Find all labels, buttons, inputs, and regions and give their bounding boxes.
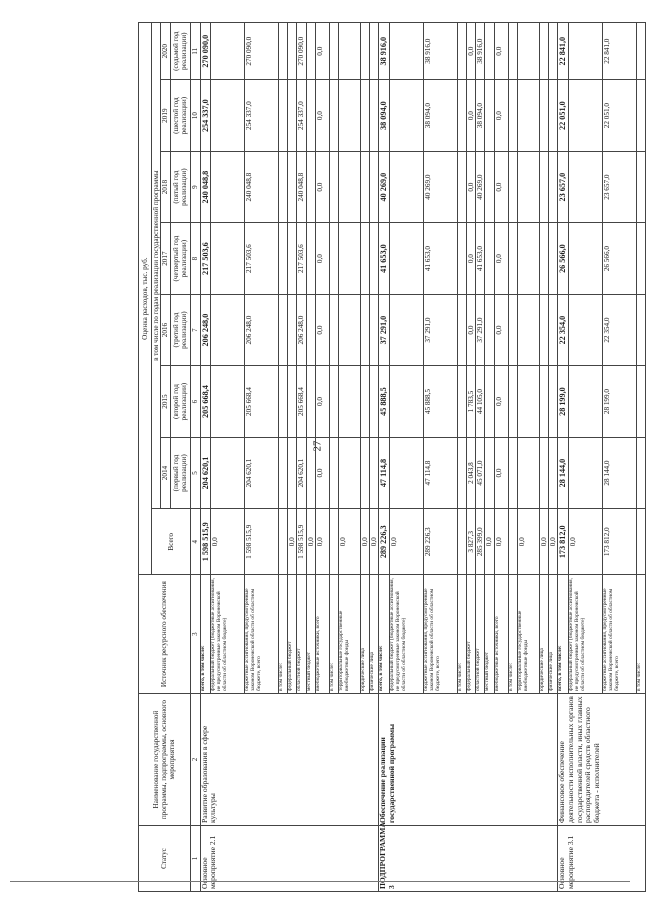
value-cell: 285 399,0 <box>476 509 485 575</box>
header-estimate: Оценка расходов, тыс. руб. <box>139 23 152 575</box>
value-cell <box>338 223 360 294</box>
value-cell: 22 841,0 <box>602 23 636 80</box>
header-status: Статус <box>139 826 191 892</box>
value-cell: 40 269,0 <box>423 151 457 222</box>
funding-source-cell: юридические лица <box>360 575 369 694</box>
value-cell <box>485 151 494 222</box>
value-cell <box>548 437 557 508</box>
value-cell <box>210 294 244 365</box>
value-cell <box>287 151 296 222</box>
header-year-note: (третий год реализации) <box>170 294 190 365</box>
value-cell <box>539 80 548 151</box>
value-cell <box>306 366 315 437</box>
value-cell <box>568 366 602 437</box>
scan-edge-line <box>10 881 630 882</box>
value-cell: 0,0 <box>494 437 508 508</box>
value-cell <box>287 80 296 151</box>
value-cell <box>338 366 360 437</box>
value-cell <box>360 80 369 151</box>
funding-source-cell: бюджетные ассигнования, предусмотренные законом Воронежской области об областном бюджете, всего <box>423 575 457 694</box>
value-cell: 240 048,8 <box>200 151 210 222</box>
value-cell: 22 354,0 <box>602 294 636 365</box>
value-cell <box>389 223 423 294</box>
value-cell <box>457 509 466 575</box>
value-cell: 0,0 <box>370 509 379 575</box>
value-cell <box>539 294 548 365</box>
value-cell <box>548 80 557 151</box>
value-cell <box>287 23 296 80</box>
value-cell: 22 354,0 <box>558 294 568 365</box>
value-cell: 0,0 <box>338 509 360 575</box>
value-cell <box>370 223 379 294</box>
value-cell <box>370 437 379 508</box>
value-cell <box>517 437 539 508</box>
value-cell: 205 668,4 <box>297 366 306 437</box>
header-name: Наименование государственной программы, подпрограммы, основного мероприятия <box>139 694 191 826</box>
header-source: Источник ресурсного обеспечения <box>139 575 191 694</box>
column-number: 7 <box>190 294 200 365</box>
value-cell <box>548 294 557 365</box>
value-cell: 1 598 515,9 <box>297 509 306 575</box>
value-cell: 28 199,0 <box>558 366 568 437</box>
value-cell: 26 566,0 <box>602 223 636 294</box>
value-cell <box>485 437 494 508</box>
header-total: Всего <box>152 509 191 575</box>
funding-source-cell: в том числе: <box>329 575 338 694</box>
value-cell <box>287 366 296 437</box>
header-year: 2017 <box>161 223 170 294</box>
value-cell: 0,0 <box>494 509 508 575</box>
funding-source-cell: федеральный бюджет <box>466 575 475 694</box>
value-cell: 0,0 <box>494 23 508 80</box>
value-cell: 22 051,0 <box>602 80 636 151</box>
value-cell: 23 657,0 <box>558 151 568 222</box>
value-cell: 206 248,0 <box>200 294 210 365</box>
value-cell <box>306 294 315 365</box>
column-number: 10 <box>190 80 200 151</box>
header-year: 2020 <box>161 23 170 80</box>
value-cell: 38 916,0 <box>423 23 457 80</box>
value-cell <box>306 151 315 222</box>
value-cell: 1 783,5 <box>466 366 475 437</box>
value-cell <box>568 151 602 222</box>
value-cell <box>287 223 296 294</box>
value-cell: 173 812,0 <box>558 509 568 575</box>
value-cell: 45 071,0 <box>476 437 485 508</box>
status-cell: Основное мероприятие 3.1 <box>558 826 645 892</box>
value-cell <box>360 294 369 365</box>
funding-source-cell: федеральный бюджет (бюджетные ассигнования, не предусмотренные законом Воронежской области об областном бюджете) <box>210 575 244 694</box>
funding-source-cell: бюджетные ассигнования, предусмотренные законом Воронежской области об областном бюджете, всего <box>602 575 636 694</box>
value-cell <box>568 80 602 151</box>
value-cell <box>338 151 360 222</box>
value-cell <box>389 23 423 80</box>
value-cell <box>338 294 360 365</box>
value-cell <box>278 509 287 575</box>
value-cell <box>548 366 557 437</box>
value-cell <box>370 366 379 437</box>
value-cell: 0,0 <box>389 509 423 575</box>
value-cell <box>389 437 423 508</box>
value-cell: 1 598 515,9 <box>200 509 210 575</box>
page-number: 27 <box>311 440 324 452</box>
header-year: 2019 <box>161 80 170 151</box>
value-cell <box>539 223 548 294</box>
value-cell: 289 226,3 <box>379 509 389 575</box>
funding-source-cell: в том числе: <box>278 575 287 694</box>
value-cell <box>329 366 338 437</box>
value-cell: 0,0 <box>287 509 296 575</box>
value-cell <box>329 223 338 294</box>
value-cell: 3 827,3 <box>466 509 475 575</box>
value-cell <box>278 366 287 437</box>
value-cell <box>287 294 296 365</box>
value-cell: 0,0 <box>494 294 508 365</box>
value-cell: 37 291,0 <box>423 294 457 365</box>
funding-source-cell: внебюджетные источники, всего <box>494 575 508 694</box>
value-cell: 47 114,8 <box>379 437 389 508</box>
value-cell <box>278 294 287 365</box>
value-cell <box>306 23 315 80</box>
header-year-note: (шестой год реализации) <box>170 80 190 151</box>
value-cell: 204 620,1 <box>297 437 306 508</box>
value-cell <box>210 366 244 437</box>
value-cell <box>517 294 539 365</box>
funding-source-cell: юридические лица <box>539 575 548 694</box>
value-cell: 38 094,0 <box>379 80 389 151</box>
value-cell: 45 888,5 <box>423 366 457 437</box>
value-cell: 217 503,6 <box>297 223 306 294</box>
value-cell <box>539 23 548 80</box>
value-cell: 2 043,8 <box>466 437 475 508</box>
value-cell: 38 916,0 <box>379 23 389 80</box>
header-year: 2016 <box>161 294 170 365</box>
value-cell <box>329 437 338 508</box>
value-cell <box>457 294 466 365</box>
value-cell: 0,0 <box>315 80 329 151</box>
value-cell: 41 653,0 <box>476 223 485 294</box>
value-cell <box>329 509 338 575</box>
value-cell: 0,0 <box>466 151 475 222</box>
value-cell <box>457 366 466 437</box>
value-cell: 38 094,0 <box>423 80 457 151</box>
value-cell <box>389 151 423 222</box>
value-cell: 240 048,8 <box>297 151 306 222</box>
value-cell <box>539 437 548 508</box>
value-cell <box>517 223 539 294</box>
value-cell: 289 226,3 <box>423 509 457 575</box>
program-name-cell: Финансовое обеспечение деятельности исполнительных органов государственной власти, иных главных распорядителей средств областного бюджета - исполнителей <box>558 694 645 826</box>
value-cell <box>278 80 287 151</box>
status-cell: Основное мероприятие 2.1 <box>200 826 379 892</box>
value-cell: 37 291,0 <box>476 294 485 365</box>
value-cell <box>636 437 645 508</box>
value-cell <box>306 223 315 294</box>
value-cell: 28 199,0 <box>602 366 636 437</box>
value-cell <box>278 437 287 508</box>
value-cell: 38 094,0 <box>476 80 485 151</box>
value-cell <box>636 366 645 437</box>
value-cell <box>329 80 338 151</box>
header-year: 2014 <box>161 437 170 508</box>
value-cell: 0,0 <box>315 223 329 294</box>
value-cell <box>485 80 494 151</box>
column-number: 2 <box>190 694 200 826</box>
header-year-note: (первый год реализации) <box>170 437 190 508</box>
value-cell: 0,0 <box>466 23 475 80</box>
value-cell: 0,0 <box>306 509 315 575</box>
value-cell: 0,0 <box>210 509 244 575</box>
value-cell <box>338 23 360 80</box>
value-cell <box>278 223 287 294</box>
value-cell <box>636 509 645 575</box>
funding-source-cell: местный бюджет <box>485 575 494 694</box>
header-year-note: (пятый год реализации) <box>170 151 190 222</box>
value-cell: 45 888,5 <box>379 366 389 437</box>
value-cell <box>210 151 244 222</box>
funding-source-cell: в том числе: <box>636 575 645 694</box>
value-cell: 206 248,0 <box>297 294 306 365</box>
value-cell <box>360 151 369 222</box>
value-cell: 0,0 <box>466 294 475 365</box>
value-cell: 270 090,0 <box>297 23 306 80</box>
value-cell <box>539 366 548 437</box>
value-cell <box>338 80 360 151</box>
value-cell: 0,0 <box>568 509 602 575</box>
value-cell <box>485 223 494 294</box>
value-cell <box>517 23 539 80</box>
value-cell: 204 620,1 <box>244 437 278 508</box>
value-cell <box>568 294 602 365</box>
value-cell: 0,0 <box>517 509 539 575</box>
header-year: 2015 <box>161 366 170 437</box>
value-cell <box>457 151 466 222</box>
value-cell <box>485 23 494 80</box>
value-cell <box>306 437 315 508</box>
value-cell: 0,0 <box>315 151 329 222</box>
funding-source-cell: внебюджетные источники, всего <box>315 575 329 694</box>
funding-source-cell: в том числе: <box>508 575 517 694</box>
funding-source-cell: бюджетные ассигнования, предусмотренные законом Воронежской области об областном бюджете, всего <box>244 575 278 694</box>
value-cell: 40 269,0 <box>476 151 485 222</box>
value-cell <box>508 437 517 508</box>
value-cell <box>360 23 369 80</box>
funding-source-cell: территориальные государственные внебюджетные фонды <box>517 575 539 694</box>
value-cell: 0,0 <box>494 223 508 294</box>
value-cell: 37 291,0 <box>379 294 389 365</box>
value-cell <box>636 23 645 80</box>
value-cell: 38 916,0 <box>476 23 485 80</box>
column-number: 8 <box>190 223 200 294</box>
value-cell: 1 598 515,9 <box>244 509 278 575</box>
value-cell <box>568 223 602 294</box>
value-cell: 0,0 <box>315 294 329 365</box>
funding-source-cell: местный бюджет <box>306 575 315 694</box>
value-cell: 0,0 <box>360 509 369 575</box>
value-cell <box>370 151 379 222</box>
value-cell: 0,0 <box>548 509 557 575</box>
value-cell <box>210 23 244 80</box>
value-cell <box>278 23 287 80</box>
value-cell: 254 337,0 <box>297 80 306 151</box>
value-cell <box>508 80 517 151</box>
value-cell: 254 337,0 <box>200 80 210 151</box>
funding-source-cell: всего, в том числе: <box>200 575 210 694</box>
value-cell <box>278 151 287 222</box>
value-cell <box>457 23 466 80</box>
value-cell <box>548 23 557 80</box>
value-cell: 40 269,0 <box>379 151 389 222</box>
value-cell: 270 090,0 <box>200 23 210 80</box>
header-by-years: в том числе по годам реализации государственной программы <box>152 23 161 509</box>
table-row <box>379 23 389 892</box>
header-year: 2018 <box>161 151 170 222</box>
column-number: 1 <box>190 826 200 892</box>
value-cell <box>485 294 494 365</box>
value-cell <box>329 23 338 80</box>
value-cell <box>457 223 466 294</box>
funding-source-cell: областной бюджет <box>476 575 485 694</box>
value-cell <box>508 223 517 294</box>
value-cell <box>548 151 557 222</box>
value-cell: 217 503,6 <box>200 223 210 294</box>
value-cell <box>508 23 517 80</box>
value-cell: 0,0 <box>485 509 494 575</box>
funding-source-cell: всего, в том числе: <box>379 575 389 694</box>
value-cell: 0,0 <box>466 80 475 151</box>
funding-source-cell: физические лица <box>370 575 379 694</box>
value-cell: 0,0 <box>315 366 329 437</box>
rotated-page <box>138 22 642 892</box>
funding-source-cell: федеральный бюджет (бюджетные ассигнования, не предусмотренные законом Воронежской области об областном бюджете) <box>389 575 423 694</box>
value-cell: 0,0 <box>315 509 329 575</box>
value-cell <box>389 80 423 151</box>
funding-source-cell: в том числе: <box>457 575 466 694</box>
value-cell <box>360 437 369 508</box>
funding-source-cell: всего, в том числе: <box>558 575 568 694</box>
column-number: 4 <box>190 509 200 575</box>
value-cell: 0,0 <box>494 151 508 222</box>
funding-source-cell: федеральный бюджет (бюджетные ассигнования, не предусмотренные законом Воронежской области об областном бюджете) <box>568 575 602 694</box>
value-cell <box>636 151 645 222</box>
column-number: 5 <box>190 437 200 508</box>
value-cell <box>360 223 369 294</box>
value-cell <box>370 80 379 151</box>
value-cell <box>457 80 466 151</box>
header-year-note: (второй год реализации) <box>170 366 190 437</box>
value-cell: 0,0 <box>315 23 329 80</box>
table-row <box>558 23 568 892</box>
value-cell <box>636 223 645 294</box>
value-cell: 47 114,8 <box>423 437 457 508</box>
column-number: 3 <box>190 575 200 694</box>
value-cell: 23 657,0 <box>602 151 636 222</box>
value-cell <box>370 294 379 365</box>
value-cell <box>338 437 360 508</box>
value-cell: 206 248,0 <box>244 294 278 365</box>
value-cell <box>568 23 602 80</box>
value-cell: 0,0 <box>315 437 329 508</box>
value-cell: 41 653,0 <box>379 223 389 294</box>
budget-table <box>138 22 646 892</box>
value-cell: 240 048,8 <box>244 151 278 222</box>
value-cell: 28 144,0 <box>558 437 568 508</box>
value-cell <box>636 294 645 365</box>
value-cell <box>517 80 539 151</box>
value-cell <box>306 80 315 151</box>
value-cell: 22 051,0 <box>558 80 568 151</box>
value-cell <box>329 151 338 222</box>
status-cell: ПОДПРОГРАММА 3 <box>379 826 558 892</box>
value-cell: 173 812,0 <box>602 509 636 575</box>
value-cell: 217 503,6 <box>244 223 278 294</box>
value-cell <box>210 80 244 151</box>
value-cell: 0,0 <box>539 509 548 575</box>
column-number: 11 <box>190 23 200 80</box>
value-cell <box>508 366 517 437</box>
value-cell: 26 566,0 <box>558 223 568 294</box>
value-cell: 22 841,0 <box>558 23 568 80</box>
value-cell <box>360 366 369 437</box>
funding-source-cell: областной бюджет <box>297 575 306 694</box>
value-cell <box>548 223 557 294</box>
value-cell <box>636 80 645 151</box>
value-cell: 0,0 <box>466 223 475 294</box>
value-cell <box>508 151 517 222</box>
value-cell: 0,0 <box>494 366 508 437</box>
value-cell <box>389 366 423 437</box>
program-name-cell: Развитие образования в сфере культуры <box>200 694 379 826</box>
value-cell <box>568 437 602 508</box>
header-year-note: (четвертый год реализации) <box>170 223 190 294</box>
value-cell: 0,0 <box>494 80 508 151</box>
value-cell: 254 337,0 <box>244 80 278 151</box>
value-cell <box>517 151 539 222</box>
program-name-cell: Обеспечение реализации государственной программы <box>379 694 558 826</box>
value-cell: 44 105,0 <box>476 366 485 437</box>
funding-source-cell: федеральный бюджет <box>287 575 296 694</box>
value-cell <box>508 509 517 575</box>
value-cell <box>457 437 466 508</box>
value-cell: 205 668,4 <box>244 366 278 437</box>
table-row <box>200 23 210 892</box>
value-cell: 28 144,0 <box>602 437 636 508</box>
value-cell <box>517 366 539 437</box>
value-cell <box>210 223 244 294</box>
value-cell <box>287 437 296 508</box>
value-cell: 270 090,0 <box>244 23 278 80</box>
value-cell <box>370 23 379 80</box>
value-cell: 204 620,1 <box>200 437 210 508</box>
funding-source-cell: территориальные государственные внебюджетные фонды <box>338 575 360 694</box>
value-cell <box>389 294 423 365</box>
value-cell <box>329 294 338 365</box>
column-number: 9 <box>190 151 200 222</box>
value-cell: 41 653,0 <box>423 223 457 294</box>
value-cell <box>485 366 494 437</box>
value-cell <box>539 151 548 222</box>
header-year-note: (седьмой год реализации) <box>170 23 190 80</box>
value-cell <box>210 437 244 508</box>
value-cell: 205 668,4 <box>200 366 210 437</box>
value-cell <box>508 294 517 365</box>
funding-source-cell: физические лица <box>548 575 557 694</box>
column-number: 6 <box>190 366 200 437</box>
